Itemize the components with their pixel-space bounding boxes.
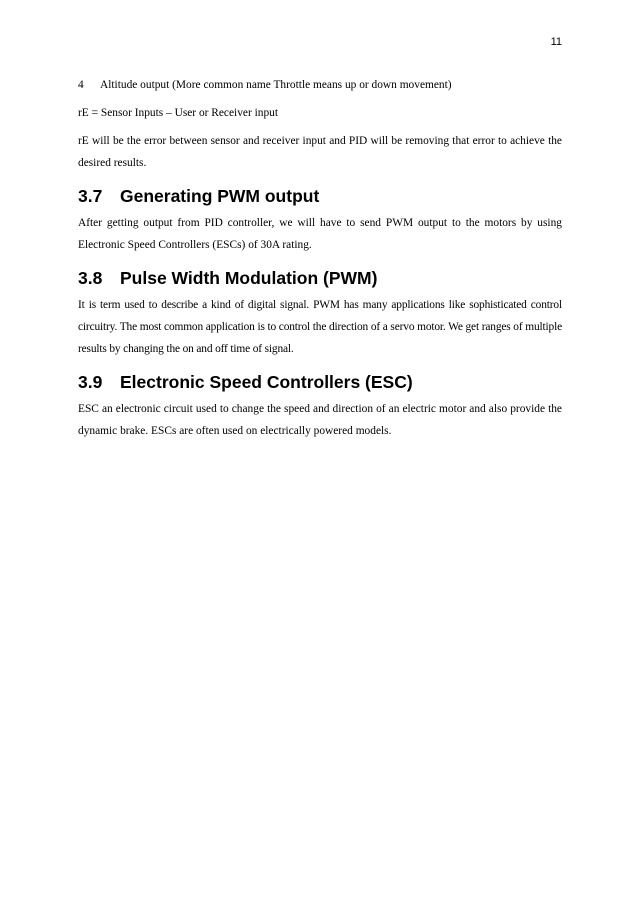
paragraph-sensor-inputs: rE = Sensor Inputs – User or Receiver input — [78, 107, 279, 119]
section-heading-3-9 — [78, 370, 562, 394]
paragraph-error-description: rE will be the error between sensor and receiver input and PID will be removing that error to achieve the desired results. — [78, 135, 562, 169]
list-item-number: 4 — [78, 79, 84, 91]
page-number: 11 — [550, 36, 562, 48]
document-body — [78, 74, 562, 448]
section-number: 3.7 — [78, 186, 103, 206]
section-title: Pulse Width Modulation (PWM) — [120, 268, 378, 288]
list-item-text: Altitude output (More common name Throttle means up or down movement) — [100, 79, 452, 91]
section-body-3-8: It is term used to describe a kind of digital signal. PWM has many applications like sophisticated control circuitry. The most common application is to control the direction of a servo motor. We get ranges of multiple results by changing the on and off time of signal. — [78, 299, 562, 355]
section-heading-3-8 — [78, 266, 562, 290]
section-number: 3.9 — [78, 372, 103, 392]
section-number: 3.8 — [78, 268, 103, 288]
section-body-3-7: After getting output from PID controller, we will have to send PWM output to the motors by using Electronic Speed Controllers (ESCs) of 30A rating. — [78, 217, 562, 251]
section-title: Generating PWM output — [120, 186, 320, 206]
section-heading-3-7 — [78, 184, 562, 208]
section-body-3-9: ESC an electronic circuit used to change the speed and direction of an electric motor and also provide the dynamic brake. ESCs are often used on electrically powered models. — [78, 403, 562, 437]
section-title: Electronic Speed Controllers (ESC) — [120, 372, 413, 392]
list-item — [78, 74, 562, 96]
